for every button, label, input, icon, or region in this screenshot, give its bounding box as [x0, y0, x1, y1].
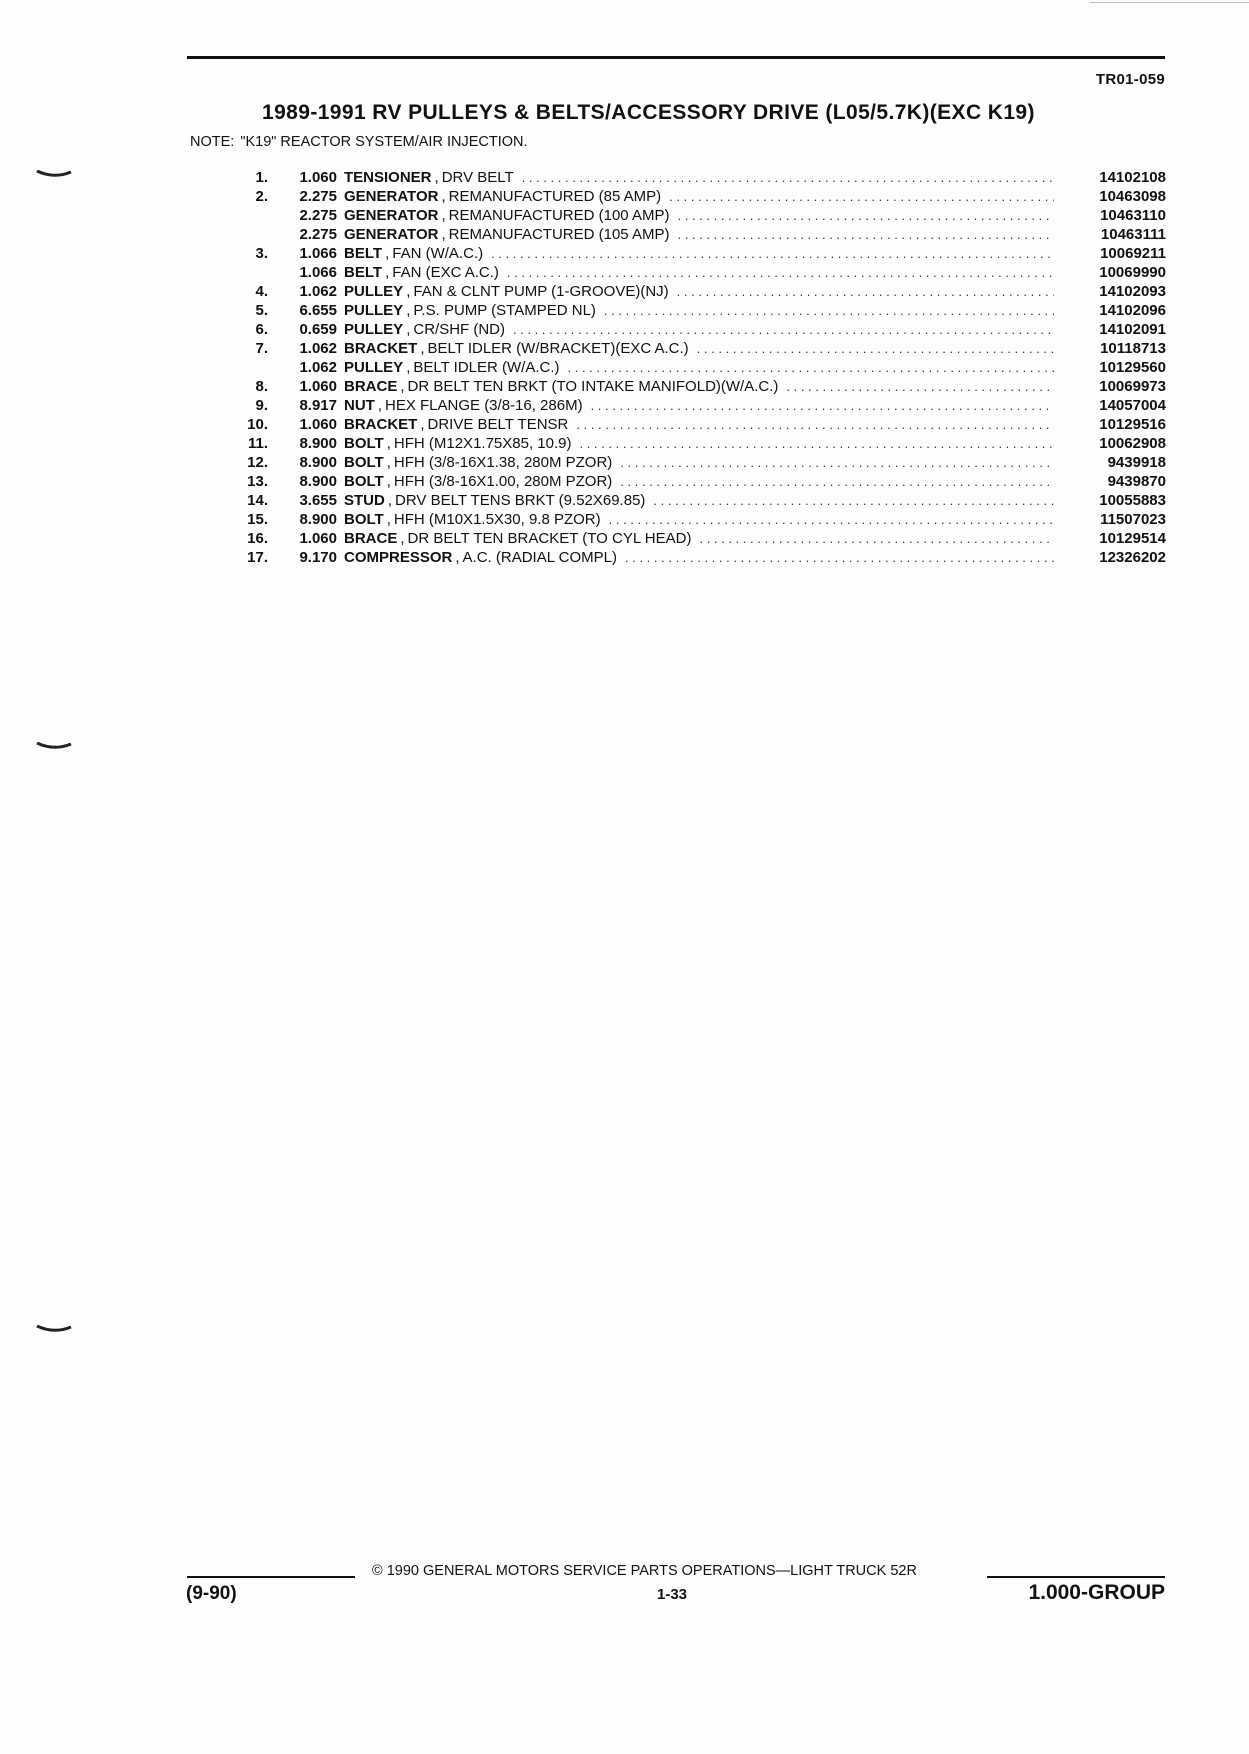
dot-leader	[513, 322, 1054, 337]
part-name: COMPRESSOR	[344, 549, 453, 566]
part-name: BOLT	[344, 454, 384, 471]
part-name: BOLT	[344, 511, 384, 528]
part-detail: FAN (EXC A.C.)	[392, 264, 499, 281]
part-number: 10069973	[1099, 378, 1166, 395]
note-text: "K19" REACTOR SYSTEM/AIR INJECTION.	[240, 134, 528, 150]
dot-leader	[697, 341, 1054, 356]
dot-leader	[604, 303, 1054, 318]
part-name: BRACKET	[344, 340, 418, 357]
dot-leader	[576, 417, 1054, 432]
part-row	[190, 359, 1166, 378]
part-detail: HFH (3/8-16X1.00, 280M PZOR)	[393, 473, 613, 490]
part-name: BOLT	[344, 435, 384, 452]
part-number: 10463098	[1099, 188, 1166, 205]
part-description	[344, 188, 1062, 205]
part-row	[190, 245, 1166, 264]
part-item-number: 11.	[247, 435, 268, 452]
part-separator: ,	[455, 549, 460, 566]
part-number: 10069990	[1099, 264, 1166, 281]
part-separator: ,	[406, 302, 411, 319]
footer-group-label: 1.000-GROUP	[1028, 1581, 1165, 1604]
dot-leader	[699, 531, 1054, 546]
part-detail: DRV BELT TENS BRKT (9.52X69.85)	[395, 492, 646, 509]
dot-leader	[677, 284, 1054, 299]
part-row	[190, 378, 1166, 397]
part-description	[344, 511, 1062, 528]
dot-leader	[669, 189, 1054, 204]
dot-leader	[625, 550, 1054, 565]
part-description	[344, 530, 1062, 547]
part-row	[190, 302, 1166, 321]
header-rule	[187, 56, 1165, 59]
part-item-number: 14.	[247, 492, 268, 509]
part-group-number: 3.655	[299, 492, 337, 509]
part-number: 9439918	[1107, 454, 1166, 471]
part-name: BRACE	[344, 530, 398, 547]
part-detail: REMANUFACTURED (105 AMP)	[448, 226, 670, 243]
part-row	[190, 473, 1166, 492]
footer-date-code: (9-90)	[186, 1583, 237, 1604]
part-group-number: 1.062	[299, 283, 337, 300]
part-detail: REMANUFACTURED (100 AMP)	[448, 207, 670, 224]
part-detail: BELT IDLER (W/BRACKET)(EXC A.C.)	[427, 340, 689, 357]
dot-leader	[568, 360, 1055, 375]
part-separator: ,	[386, 435, 391, 452]
part-number: 10118713	[1100, 340, 1166, 357]
part-row	[190, 264, 1166, 283]
page-title: 1989-1991 RV PULLEYS & BELTS/ACCESSORY DRIVE (L05/5.7K)(EXC K19)	[262, 101, 1035, 124]
part-row	[190, 283, 1166, 302]
part-separator: ,	[400, 530, 405, 547]
part-row	[190, 169, 1166, 188]
part-detail: FAN (W/A.C.)	[392, 245, 484, 262]
part-separator: ,	[387, 492, 393, 509]
part-name: BRACKET	[344, 416, 418, 433]
part-separator: ,	[434, 169, 439, 186]
part-group-number: 2.275	[299, 226, 337, 243]
part-number: 10129514	[1099, 530, 1166, 547]
part-name: NUT	[344, 397, 375, 414]
binder-hole-mark	[36, 170, 72, 178]
part-number: 10062908	[1099, 435, 1166, 452]
part-number: 9439870	[1107, 473, 1166, 490]
part-row	[190, 340, 1166, 359]
part-detail: DR BELT TEN BRKT (TO INTAKE MANIFOLD)(W/A.C.)	[407, 378, 779, 395]
part-detail: DR BELT TEN BRACKET (TO CYL HEAD)	[407, 530, 692, 547]
part-item-number: 15.	[247, 511, 268, 528]
part-item-number: 13.	[247, 473, 268, 490]
part-separator: ,	[400, 378, 405, 395]
dot-leader	[678, 208, 1055, 223]
part-description	[344, 454, 1062, 471]
page-number: 1-33	[657, 1586, 688, 1603]
part-number: 12326202	[1099, 549, 1166, 566]
part-name: STUD	[344, 492, 385, 509]
part-detail: REMANUFACTURED (85 AMP)	[448, 188, 662, 205]
part-detail: HFH (3/8-16X1.38, 280M PZOR)	[393, 454, 613, 471]
part-group-number: 2.275	[299, 207, 337, 224]
note-label: NOTE:	[190, 134, 235, 150]
part-description	[344, 473, 1062, 490]
part-separator: ,	[441, 226, 446, 243]
part-row	[190, 207, 1166, 226]
part-detail: DRV BELT	[441, 169, 514, 186]
part-description	[344, 359, 1062, 376]
part-item-number: 17.	[247, 549, 268, 566]
part-group-number: 9.170	[299, 549, 337, 566]
part-number: 10463111	[1100, 226, 1166, 243]
part-group-number: 1.060	[299, 530, 337, 547]
dot-leader	[591, 398, 1054, 413]
part-number: 10129516	[1099, 416, 1166, 433]
binder-hole-mark	[36, 1325, 72, 1333]
part-group-number: 8.900	[299, 454, 337, 471]
document-code: TR01-059	[1095, 71, 1165, 88]
part-name: PULLEY	[344, 283, 404, 300]
dot-leader	[579, 436, 1054, 451]
part-separator: ,	[385, 264, 390, 281]
dot-leader	[653, 493, 1054, 508]
part-group-number: 1.060	[299, 416, 337, 433]
part-number: 14102091	[1099, 321, 1166, 338]
part-group-number: 6.655	[299, 302, 337, 319]
part-description	[344, 492, 1062, 509]
footer-rule	[187, 1576, 355, 1578]
part-group-number: 1.060	[299, 169, 337, 186]
part-name: BRACE	[344, 378, 398, 395]
part-group-number: 2.275	[299, 188, 337, 205]
part-row	[190, 226, 1166, 245]
part-item-number: 12.	[247, 454, 268, 471]
part-name: BOLT	[344, 473, 384, 490]
part-row	[190, 416, 1166, 435]
part-description	[344, 207, 1062, 224]
part-description	[344, 321, 1062, 338]
part-description	[344, 245, 1062, 262]
part-name: PULLEY	[344, 359, 404, 376]
part-separator: ,	[386, 511, 391, 528]
part-detail: CR/SHF (ND)	[413, 321, 506, 338]
part-group-number: 1.062	[299, 340, 337, 357]
part-separator: ,	[377, 397, 382, 414]
part-name: BELT	[344, 264, 383, 281]
part-group-number: 1.060	[299, 378, 337, 395]
part-item-number: 2.	[255, 188, 268, 205]
part-separator: ,	[441, 207, 446, 224]
part-name: BELT	[344, 245, 383, 262]
part-description	[344, 340, 1062, 357]
part-number: 10129560	[1099, 359, 1166, 376]
part-detail: FAN & CLNT PUMP (1-GROOVE)(NJ)	[413, 283, 669, 300]
dot-leader	[786, 379, 1054, 394]
scan-edge-rule	[1090, 2, 1249, 3]
part-number: 10463110	[1100, 207, 1166, 224]
part-detail: DRIVE BELT TENSR	[427, 416, 569, 433]
part-detail: HFH (M12X1.75X85, 10.9)	[393, 435, 572, 452]
part-item-number: 8.	[255, 378, 268, 395]
part-detail: BELT IDLER (W/A.C.)	[413, 359, 560, 376]
part-description	[344, 169, 1062, 186]
part-row	[190, 511, 1166, 530]
note	[190, 134, 528, 150]
part-name: GENERATOR	[344, 188, 439, 205]
dot-leader	[491, 246, 1054, 261]
part-separator: ,	[406, 283, 411, 300]
part-number: 11507023	[1100, 511, 1166, 528]
part-item-number: 3.	[255, 245, 268, 262]
part-description	[344, 283, 1062, 300]
part-number: 10069211	[1100, 245, 1166, 262]
part-description	[344, 435, 1062, 452]
part-group-number: 8.917	[299, 397, 337, 414]
part-row	[190, 397, 1166, 416]
part-row	[190, 492, 1166, 511]
part-number: 14057004	[1099, 397, 1166, 414]
part-separator: ,	[406, 359, 411, 376]
part-item-number: 7.	[255, 340, 268, 357]
part-row	[190, 321, 1166, 340]
part-number: 14102108	[1099, 169, 1166, 186]
part-separator: ,	[386, 454, 391, 471]
part-separator: ,	[420, 340, 425, 357]
dot-leader	[678, 227, 1055, 242]
part-number: 14102093	[1099, 283, 1166, 300]
part-description	[344, 397, 1062, 414]
parts-list	[190, 169, 1166, 568]
dot-leader	[620, 474, 1054, 489]
part-separator: ,	[385, 245, 390, 262]
part-item-number: 5.	[255, 302, 268, 319]
part-item-number: 1.	[255, 169, 268, 186]
part-group-number: 8.900	[299, 435, 337, 452]
part-item-number: 10.	[247, 416, 268, 433]
part-description	[344, 264, 1062, 281]
part-detail: P.S. PUMP (STAMPED NL)	[413, 302, 596, 319]
part-item-number: 16.	[247, 530, 268, 547]
part-group-number: 1.066	[299, 245, 337, 262]
part-name: GENERATOR	[344, 207, 439, 224]
part-name: TENSIONER	[344, 169, 432, 186]
part-description	[344, 378, 1062, 395]
part-separator: ,	[386, 473, 391, 490]
part-description	[344, 302, 1062, 319]
part-detail: HEX FLANGE (3/8-16, 286M)	[385, 397, 583, 414]
part-number: 14102096	[1099, 302, 1166, 319]
footer-copyright: © 1990 GENERAL MOTORS SERVICE PARTS OPERATIONS—LIGHT TRUCK 52R	[372, 1563, 917, 1579]
part-group-number: 0.659	[299, 321, 337, 338]
footer-rule	[987, 1576, 1165, 1578]
part-row	[190, 435, 1166, 454]
part-separator: ,	[406, 321, 411, 338]
part-name: PULLEY	[344, 321, 404, 338]
part-row	[190, 454, 1166, 473]
part-description	[344, 416, 1062, 433]
part-description	[344, 226, 1062, 243]
part-row	[190, 188, 1166, 207]
part-item-number: 4.	[255, 283, 268, 300]
part-row	[190, 530, 1166, 549]
part-detail: HFH (M10X1.5X30, 9.8 PZOR)	[393, 511, 601, 528]
part-group-number: 8.900	[299, 473, 337, 490]
dot-leader	[609, 512, 1054, 527]
dot-leader	[620, 455, 1054, 470]
part-group-number: 1.062	[299, 359, 337, 376]
part-number: 10055883	[1099, 492, 1166, 509]
dot-leader	[522, 170, 1054, 185]
part-group-number: 1.066	[299, 264, 337, 281]
part-name: PULLEY	[344, 302, 404, 319]
part-detail: A.C. (RADIAL COMPL)	[462, 549, 617, 566]
part-group-number: 8.900	[299, 511, 337, 528]
part-description	[344, 549, 1062, 566]
part-separator: ,	[441, 188, 446, 205]
part-row	[190, 549, 1166, 568]
part-item-number: 9.	[255, 397, 268, 414]
part-name: GENERATOR	[344, 226, 439, 243]
part-separator: ,	[420, 416, 425, 433]
dot-leader	[507, 265, 1054, 280]
part-item-number: 6.	[255, 321, 268, 338]
binder-hole-mark	[36, 742, 72, 750]
